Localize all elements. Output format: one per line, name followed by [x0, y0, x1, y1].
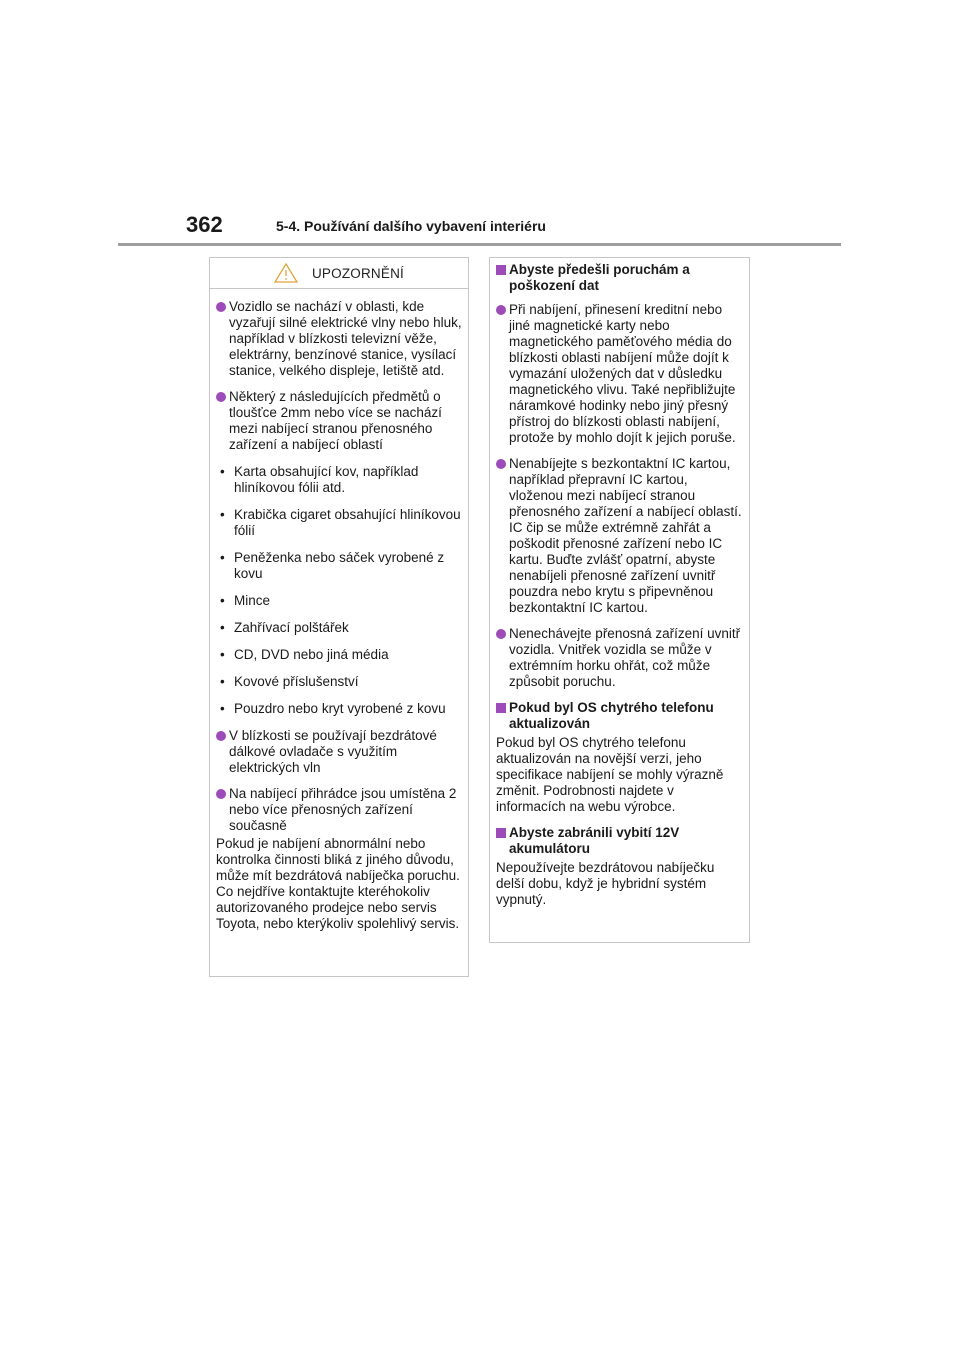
sub-list-item: • Mince	[220, 593, 271, 608]
warning-title: UPOZORNĚNÍ	[311, 265, 404, 281]
info-box	[489, 257, 750, 943]
list-item: Vozidlo se nachází v oblasti, kde vyzařují silné elektrické vlny nebo hluk, například v blízkosti televizní věže, elektrárny, benzínové stanice, vysílací stanice, velkého displeje, letiště atd.	[216, 299, 462, 379]
paragraph: Pokud byl OS chytrého telefonu aktualizován na novější verzi, jeho specifikace nabíjení se mohly výrazně změnit. Podrobnosti najdete v informacích na webu výrobce.	[496, 735, 724, 814]
bullet-dot-icon	[496, 629, 506, 639]
heading-square-icon	[496, 828, 506, 838]
warning-header	[210, 258, 468, 289]
list-item: V blízkosti se používají bezdrátové dálkové ovladače s využitím elektrických vln	[216, 728, 462, 776]
list-item: Při nabíjení, přinesení kreditní nebo jiné magnetické karty nebo magnetického paměťového média do blízkosti oblasti nabíjení může dojít k vymazání uložených dat v důsledku magnetického vlivu. Také nepřibližujte náramkové hodinky nebo jiný přesný přístroj do blízkosti oblasti nabíjení, protože by mohlo dojít k jejich poruše.	[496, 302, 743, 446]
bullet-dot-icon	[216, 731, 226, 741]
warning-triangle-icon	[274, 263, 298, 283]
warning-content	[210, 289, 468, 932]
list-item: Nenabíjejte s bezkontaktní IC kartou, například přepravní IC kartou, vloženou mezi nabíjecí stranou přenosného zařízení a nabíjecí oblastí. IC čip se může extrémně zahřát a poškodit přenosné zařízení nebo IC kartu. Buďte zvlášť opatrní, abyste nenabíjeli přenosné zařízení uvnitř pouzdra nebo krytu s připevněnou bezkontaktní IC kartou.	[496, 456, 743, 616]
paragraph: Nepoužívejte bezdrátovou nabíječku delší dobu, když je hybridní systém vypnutý.	[496, 860, 715, 907]
section-title: 5-4. Používání dalšího vybavení interiéru	[276, 218, 546, 234]
list-item: Některý z následujících předmětů o tloušťce 2mm nebo více se nachází mezi nabíjecí stranou přenosného zařízení a nabíjecí oblastí	[216, 389, 462, 453]
bullet-dot-icon	[496, 459, 506, 469]
bullet-dot-icon	[216, 392, 226, 402]
bullet-dot-icon	[216, 789, 226, 799]
page-number: 362	[186, 212, 223, 237]
sub-list-item: • Krabička cigaret obsahující hliníkovou fólií	[220, 507, 461, 538]
warning-box	[209, 257, 469, 977]
heading-square-icon	[496, 265, 506, 275]
section-heading: Abyste zabránili vybití 12V akumulátoru	[496, 825, 743, 857]
sub-list-item: • Peněženka nebo sáček vyrobené z kovu	[220, 550, 445, 581]
sub-list-item: • Pouzdro nebo kryt vyrobené z kovu	[220, 701, 446, 716]
section-heading: Abyste předešli poruchám a poškození dat	[496, 262, 743, 294]
list-item: Nenechávejte přenosná zařízení uvnitř vozidla. Vnitřek vozidla se může v extrémním horku ohřát, což může způsobit poruchu.	[496, 626, 743, 690]
heading-square-icon	[496, 703, 506, 713]
sub-list-item: • Kovové příslušenství	[220, 674, 359, 689]
header-divider	[118, 243, 841, 246]
section-heading: Pokud byl OS chytrého telefonu aktualizován	[496, 700, 743, 732]
page-header	[0, 0, 960, 250]
sub-list-item: • CD, DVD nebo jiná média	[220, 647, 389, 662]
bullet-dot-icon	[496, 305, 506, 315]
sub-list-item: • Zahřívací polštářek	[220, 620, 349, 635]
info-content	[490, 258, 749, 908]
list-item: Na nabíjecí přihrádce jsou umístěna 2 nebo více přenosných zařízení současně	[216, 786, 462, 834]
paragraph: Pokud je nabíjení abnormální nebo kontrolka činnosti bliká z jiného důvodu, může mít bezdrátová nabíječka poruchu. Co nejdříve kontaktujte kteréhokoliv autorizovaného prodejce nebo servis Toyota, nebo kterýkoliv spolehlivý servis.	[216, 836, 460, 931]
sub-list-item: • Karta obsahující kov, například hliníkovou fólii atd.	[220, 464, 419, 495]
bullet-dot-icon	[216, 302, 226, 312]
